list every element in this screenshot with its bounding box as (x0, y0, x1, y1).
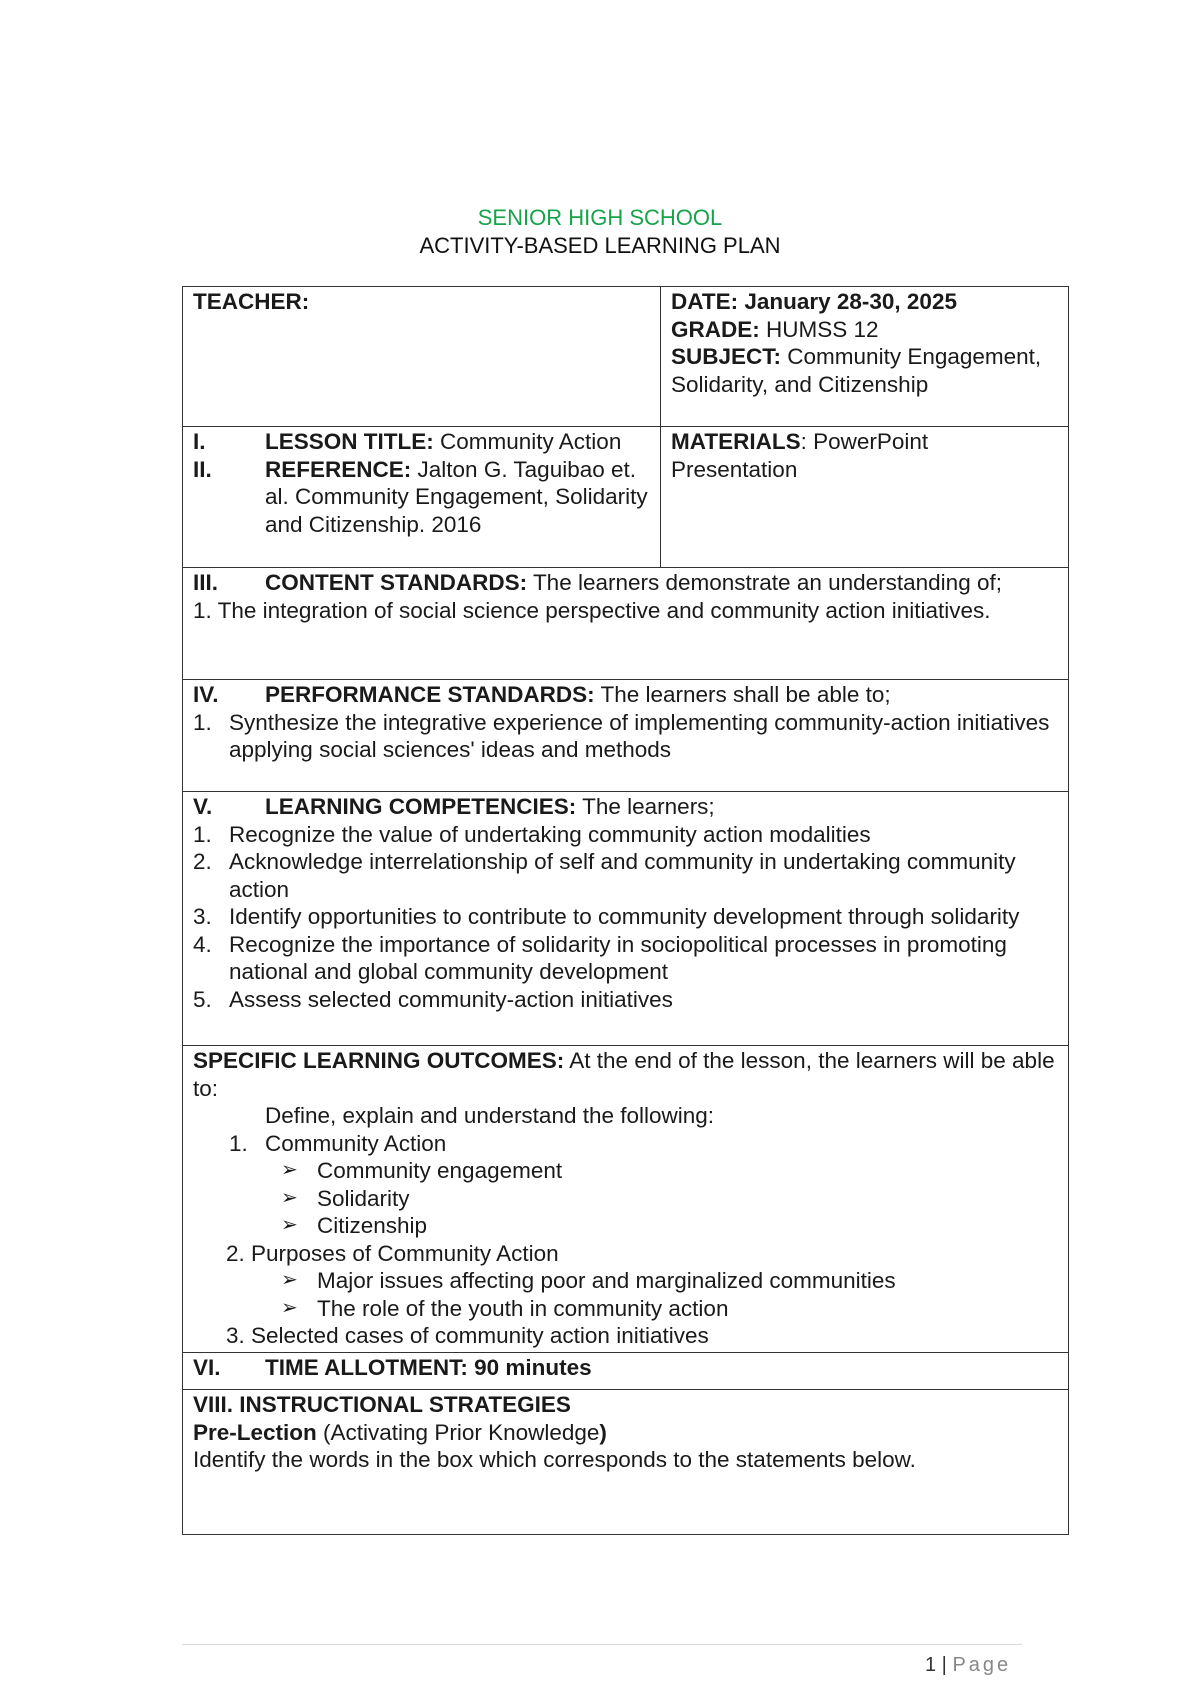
row-time-allotment: VI. TIME ALLOTMENT: 90 minutes (183, 1353, 1069, 1390)
lesson-cell: I. LESSON TITLE: Community Action II. REFERENCE: Jalton G. Taguibao et. al. Community Engagement, Solidarity and Citizenship. 2016 (183, 427, 661, 568)
row-teacher-info (183, 287, 1069, 427)
row-outcomes: SPECIFIC LEARNING OUTCOMES: At the end of the lesson, the learners will be able to: Define, explain and understand the following: 1. Community Action ➢ Community engagement ➢ Solidarity ➢ Citizenship 2. Purposes of Community Action ➢ Major issues affecting poor and marginalized communities ➢ The role of the youth in community action 3. Selected cases of community action initiatives (183, 1046, 1069, 1353)
row-lesson (183, 427, 1069, 568)
teacher-cell: TEACHER: (183, 287, 661, 427)
grade-value: HUMSS 12 (766, 316, 879, 342)
row-performance-standards: IV. PERFORMANCE STANDARDS: The learners shall be able to; 1. Synthesize the integrative experience of implementing community-action initiatives applying social sciences' ideas and methods (183, 680, 1069, 792)
competencies-label: LEARNING COMPETENCIES: (265, 794, 577, 819)
list-item: 1. Recognize the value of undertaking community action modalities (193, 821, 871, 847)
content-standard-item: 1. The integration of social science perspective and community action initiatives. (193, 597, 991, 623)
list-item: ➢ Solidarity (281, 1185, 410, 1211)
lesson-title-label: LESSON TITLE: (265, 429, 434, 454)
list-item: ➢ Major issues affecting poor and marginalized communities (281, 1268, 896, 1293)
page-number: 1 (925, 1654, 937, 1676)
arrow-bullet-icon: ➢ (281, 1296, 298, 1319)
learning-plan-table (182, 286, 1069, 1535)
arrow-bullet-icon: ➢ (281, 1159, 298, 1181)
school-heading: SENIOR HIGH SCHOOL (477, 205, 723, 230)
arrow-bullet-icon: ➢ (281, 1214, 298, 1236)
materials-cell (661, 427, 1069, 568)
reference-value: Jalton G. Taguibao et. al. Community Engagement, Solidarity and Citizenship. 2016 (265, 456, 648, 537)
performance-standards-label: PERFORMANCE STANDARDS: (265, 682, 595, 707)
list-item: 1. Synthesize the integrative experience of implementing community-action initiatives applying social sciences' ideas and methods (193, 709, 1050, 762)
row-content-standards: III. CONTENT STANDARDS: The learners demonstrate an understanding of; 1. The integration of social science perspective and community action initiatives. (183, 568, 1069, 680)
list-item: 2. Acknowledge interrelationship of self and community in undertaking community action (193, 849, 1016, 902)
list-item: ➢ Citizenship (281, 1213, 428, 1238)
row-strategies: VIII. INSTRUCTIONAL STRATEGIES Pre-Lection (Activating Prior Knowledge) Identify the words in the box which corresponds to the statements below. (183, 1390, 1069, 1535)
arrow-bullet-icon: ➢ (281, 1269, 298, 1291)
pre-lection-label: Pre-Lection (193, 1419, 317, 1445)
list-item: 3. Identify opportunities to contribute to community development through solidarity (193, 904, 1020, 929)
materials-label: MATERIALS (671, 429, 801, 454)
materials-value: : PowerPoint Presentation (671, 429, 929, 482)
plan-title: ACTIVITY-BASED LEARNING PLAN (419, 233, 781, 258)
lesson-title-value: Community Action (440, 429, 622, 454)
arrow-bullet-icon: ➢ (281, 1186, 298, 1209)
info-cell: DATE: January 28-30, 2025 GRADE: HUMSS 12 SUBJECT: Community Engagement, Solidarity, and Citizenship (661, 287, 1069, 427)
subject-value: Community Engagement, Solidarity, and Citizenship (671, 344, 1042, 397)
outcomes-label: SPECIFIC LEARNING OUTCOMES: (193, 1048, 565, 1073)
list-item: ➢ The role of the youth in community action (281, 1295, 729, 1321)
strategies-label: VIII. INSTRUCTIONAL STRATEGIES (193, 1392, 571, 1417)
date-text: DATE: January 28-30, 2025 (671, 289, 957, 314)
list-item: 1. Community Action (229, 1130, 447, 1156)
strategy-instruction: Identify the words in the box which corresponds to the statements below. (193, 1447, 916, 1472)
list-item: 5. Assess selected community-action initiatives (193, 986, 673, 1012)
content-standards-label: CONTENT STANDARDS: (265, 570, 528, 595)
page-word: Page (952, 1654, 1012, 1676)
row-competencies: V. LEARNING COMPETENCIES: The learners; 1. Recognize the value of undertaking community action modalities 2. Acknowledge interrelationship of self and community in undertaking community action 3. Identify opportunities to contribute to community development through solidarity 4. Recognize the importance of solidarity in sociopolitical processes in promoting national and global community development 5. Assess selected community-action initiatives (183, 792, 1069, 1046)
page-footer: 1 | Page (925, 1654, 1012, 1676)
footer-divider (182, 1644, 1022, 1645)
list-item: 3. Selected cases of community action initiatives (226, 1323, 709, 1348)
reference-label: REFERENCE: (265, 456, 412, 482)
list-item: ➢ Community engagement (281, 1158, 563, 1183)
list-item: 2. Purposes of Community Action (226, 1240, 559, 1266)
time-allotment: TIME ALLOTMENT: 90 minutes (265, 1355, 592, 1380)
list-item: 4. Recognize the importance of solidarity in sociopolitical processes in promoting national and global community development (193, 931, 1007, 984)
